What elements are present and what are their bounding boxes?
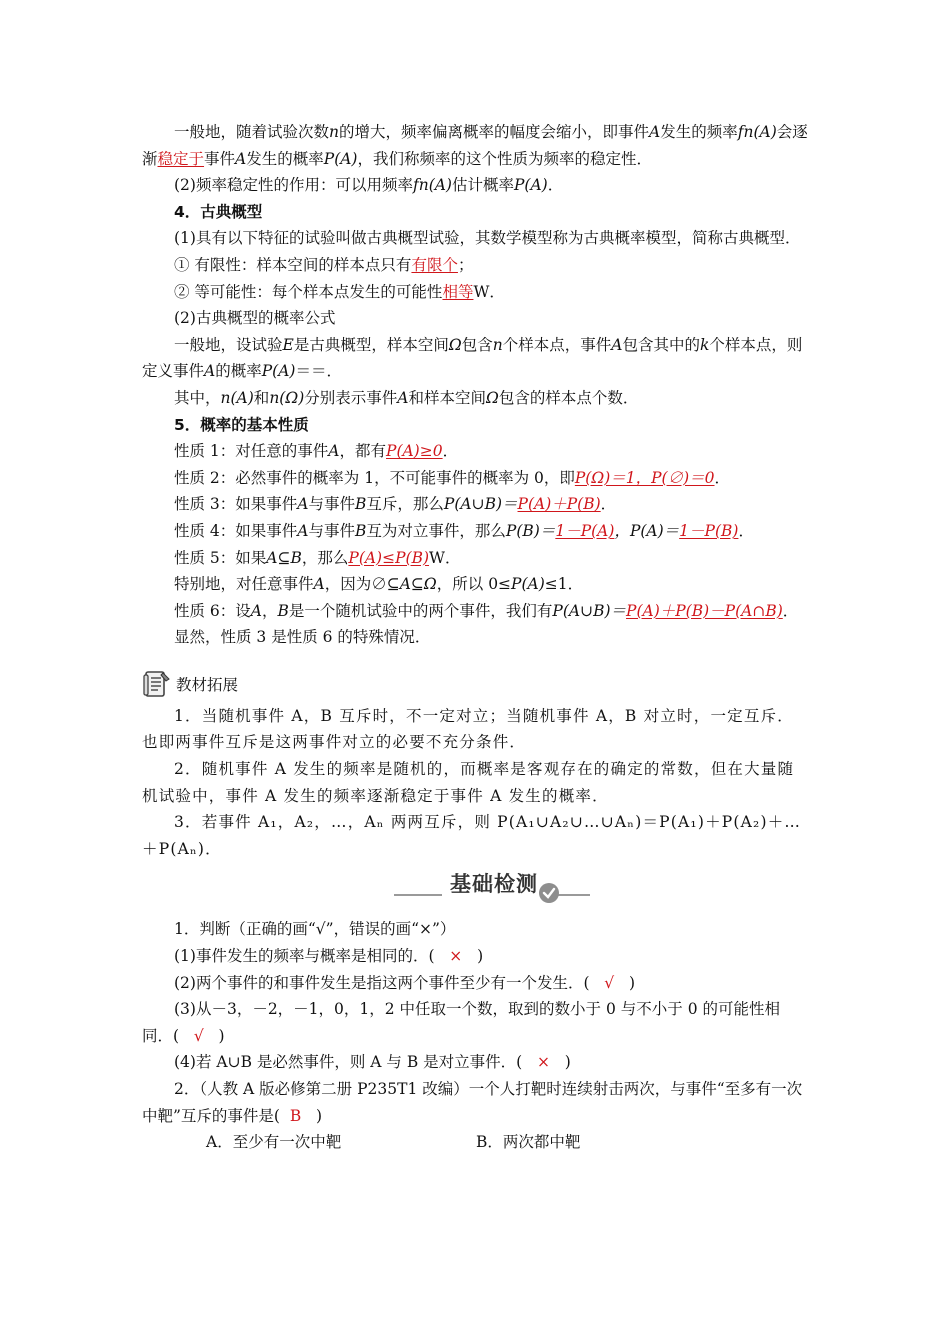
section-title-basic-test: 基础检测: [442, 868, 546, 898]
var-A: A: [397, 388, 409, 407]
paragraph-stability-use: [142, 172, 810, 199]
text: ，我们称频率的这个性质为频率的稳定性．: [357, 149, 652, 168]
formula: ，P(A)＝: [614, 521, 680, 540]
text: 互为对立事件，那么: [366, 521, 506, 540]
text: (3)从－3，－2，－1，0，1，2 中任取一个数，取到的数小于 0 与不小于 0 的可能性相同．(: [142, 1000, 780, 1045]
text: 2．（人教 A 版必修第二册 P235T1 改编）一个人打靶时连续射击两次，与事件“至多有一次中靶”互斥的事件是(: [142, 1080, 803, 1125]
text: ．: [782, 601, 799, 620]
answer-blank: 1－P(A): [555, 521, 615, 540]
var-A: A: [235, 149, 247, 168]
text: 互斥，那么: [366, 495, 444, 514]
text: 性质 3：如果事件: [174, 495, 298, 514]
question-1-item: [142, 970, 810, 997]
text: ，都有: [339, 442, 387, 461]
text: 的增大，频率偏离概率的幅度会缩小，即事件: [339, 123, 650, 141]
text: ): [628, 973, 636, 992]
answer-blank: P(A)＋P(B)－P(A∩B): [626, 601, 783, 620]
var-nA: n(A): [220, 388, 254, 407]
var-PA: P(A): [261, 362, 296, 381]
answer-blank: 稳定于: [157, 149, 205, 168]
text: ② 等可能性：每个样本点发生的可能性: [174, 282, 443, 301]
question-1-item: [142, 996, 810, 1049]
extension-item: 3．若事件 A₁，A₂，…，Aₙ 两两互斥，则 P(A₁∪A₂∪…∪Aₙ)＝P(A₁)＋P(A₂)＋…＋P(Aₙ)．: [142, 813, 802, 858]
answer-mark: B: [289, 1106, 302, 1125]
answer-mark: √: [193, 1026, 204, 1045]
section-title-extension: 教材拓展: [176, 675, 239, 694]
extension-item: 2．随机事件 A 发生的频率是随机的，而概率是客观存在的确定的常数，但在大量随机试验中，事件 A 发生的频率逐渐稳定于事件 A 发生的概率．: [142, 760, 795, 805]
text: ，那么: [301, 548, 349, 567]
formula: P(A∪B)＝: [443, 495, 518, 514]
extension-list: [142, 703, 810, 863]
text: 和样本空间: [408, 388, 486, 407]
var-nOmega: n(Ω): [269, 388, 305, 407]
text: ＝＝．: [295, 362, 342, 381]
text: 的概率: [215, 362, 262, 381]
text: 估计概率: [451, 176, 514, 195]
text: 是古典概型，样本空间: [293, 335, 449, 354]
var-A: A: [297, 495, 309, 514]
text: (2)两个事件的和事件发生是指这两个事件至少有一个发生．(: [174, 973, 590, 992]
var-PA: P(A): [514, 176, 548, 195]
formula: P(A): [511, 575, 545, 594]
answer-blank: P(A)≥0: [386, 442, 443, 461]
question-1: 1．判断（正确的画“√”，错误的画“×”）: [174, 920, 456, 939]
var-Omega: Ω: [485, 388, 499, 407]
basic-test-header: [142, 868, 810, 908]
text: ≤1．: [544, 575, 584, 594]
text: 发生的概率: [246, 149, 324, 168]
formula: A⊆Ω: [399, 575, 437, 594]
text: ．: [600, 495, 617, 514]
var-fnA: fn(A): [737, 123, 777, 141]
text: 与事件: [308, 495, 356, 514]
formula: P(B)＝: [505, 521, 556, 540]
text: ): [316, 1106, 323, 1125]
text: ．: [738, 521, 754, 540]
var-A: A: [204, 362, 216, 381]
text: (4)若 A∪B 是必然事件，则 A 与 B 是对立事件．(: [174, 1053, 523, 1072]
text: ；: [457, 255, 474, 274]
text: 发生的频率: [660, 123, 738, 141]
text: ．: [714, 468, 731, 487]
paragraph-formula: [142, 332, 810, 385]
text: 性质 5：如果: [174, 548, 267, 567]
var-E: E: [282, 335, 294, 354]
text: W．: [473, 282, 505, 301]
text: 个样本点，事件: [502, 335, 612, 354]
answer-blank: 1－P(B): [679, 521, 739, 540]
answer-blank: 有限个: [411, 255, 458, 274]
question-2-options: [142, 1129, 810, 1156]
property-2: [142, 465, 810, 492]
text: ，所以 0≤: [436, 575, 512, 594]
property-4: [142, 518, 810, 545]
text: 一般地，随着试验次数: [174, 123, 330, 141]
text: 个样本点，则定义事件: [142, 335, 803, 381]
formula: P(A∪B)＝: [552, 601, 627, 620]
paragraph-special: [142, 571, 810, 598]
var-A: A: [313, 575, 325, 594]
var-n: n: [492, 335, 503, 354]
text: 性质 2：必然事件的概率为 1，不可能事件的概率为 0，即: [174, 468, 575, 487]
text: 包含: [461, 335, 493, 354]
answer-blank: 相等: [442, 282, 474, 301]
option-b: B．两次都中靶: [476, 1133, 581, 1152]
document-page: [142, 119, 810, 1156]
paragraph-obvious: 显然，性质 3 是性质 6 的特殊情况．: [174, 628, 431, 647]
formula: A⊆B: [266, 548, 302, 567]
answer-mark: √: [604, 973, 615, 992]
paragraph-frequency-stability: [142, 119, 810, 172]
text: 性质 4：如果事件: [174, 521, 298, 540]
text: (1)事件发生的频率与概率是相同的．(: [174, 947, 435, 966]
var-B: B: [355, 495, 367, 514]
property-3: [142, 491, 810, 518]
answer-blank: P(A)≤P(B): [348, 548, 430, 567]
text: 和: [253, 388, 270, 407]
var-Omega: Ω: [448, 335, 462, 354]
text: 一般地，设试验: [174, 335, 283, 354]
text: ．: [442, 442, 459, 461]
var-A: A: [297, 521, 309, 540]
text: 性质 1：对任意的事件: [174, 442, 329, 461]
paragraph-classical-def: (1)具有以下特征的试验叫做古典概型试验，其数学模型称为古典概率模型，简称古典概型．: [174, 229, 801, 248]
section-title-properties: 5．概率的基本性质: [174, 415, 309, 434]
text: ): [218, 1026, 225, 1045]
text: 特别地，对任意事件: [174, 575, 314, 594]
var-fnA: fn(A): [412, 176, 452, 195]
property-5: [142, 545, 810, 572]
extension-item: 1．当随机事件 A，B 互斥时，不一定对立；当随机事件 A，B 对立时，一定互斥．也即两事件互斥是这两事件对立的必要不充分条件．: [142, 706, 794, 752]
answer-blank: P(A)＋P(B): [517, 495, 601, 514]
property-1: [142, 438, 810, 465]
text: (2)频率稳定性的作用：可以用频率: [174, 176, 413, 195]
answer-blank: P(Ω)＝1，P(∅)＝0: [574, 468, 715, 487]
var-A: A: [328, 442, 340, 461]
paragraph-equal-likelihood: [142, 279, 810, 306]
text: 会逐渐: [142, 123, 808, 168]
text: 性质 6：设: [174, 601, 251, 620]
text: ): [564, 1053, 571, 1072]
var-A: A: [250, 601, 262, 620]
text: 其中，: [174, 388, 221, 407]
paragraph-formula-title: (2)古典概型的概率公式: [174, 309, 336, 328]
var-B: B: [277, 601, 289, 620]
text: ，: [262, 601, 278, 620]
var-PA: P(A): [323, 149, 358, 168]
text: 事件: [204, 149, 236, 168]
text: ．: [547, 176, 564, 195]
text: ，因为∅⊆: [324, 575, 400, 594]
text: 与事件: [308, 521, 356, 540]
property-6: [142, 598, 810, 625]
text: W．: [429, 548, 461, 567]
var-A: A: [611, 335, 623, 354]
answer-mark: ×: [449, 947, 463, 966]
text: 包含的样本点个数．: [498, 388, 639, 407]
section-title-classical: 4．古典概型: [174, 202, 263, 221]
question-1-item: [142, 1049, 810, 1076]
var-A: A: [649, 123, 661, 141]
check-badge-icon: [538, 882, 560, 904]
var-k: k: [699, 335, 710, 354]
answer-mark: ×: [537, 1053, 551, 1072]
scroll-book-icon: [142, 669, 172, 699]
var-B: B: [355, 521, 367, 540]
paragraph-finiteness: [142, 252, 810, 279]
textbook-extension-header: [142, 669, 810, 699]
text: 包含其中的: [622, 335, 700, 354]
question-2: [142, 1076, 810, 1129]
option-a: A．至少有一次中靶: [206, 1133, 342, 1152]
text: 分别表示事件: [304, 388, 398, 407]
text: ① 有限性：样本空间的样本点只有: [174, 255, 412, 274]
text: 是一个随机试验中的两个事件，我们有: [288, 601, 553, 620]
text: ): [477, 947, 484, 966]
paragraph-formula-note: [142, 385, 810, 412]
var-n: n: [329, 123, 339, 141]
question-1-item: [142, 943, 810, 970]
